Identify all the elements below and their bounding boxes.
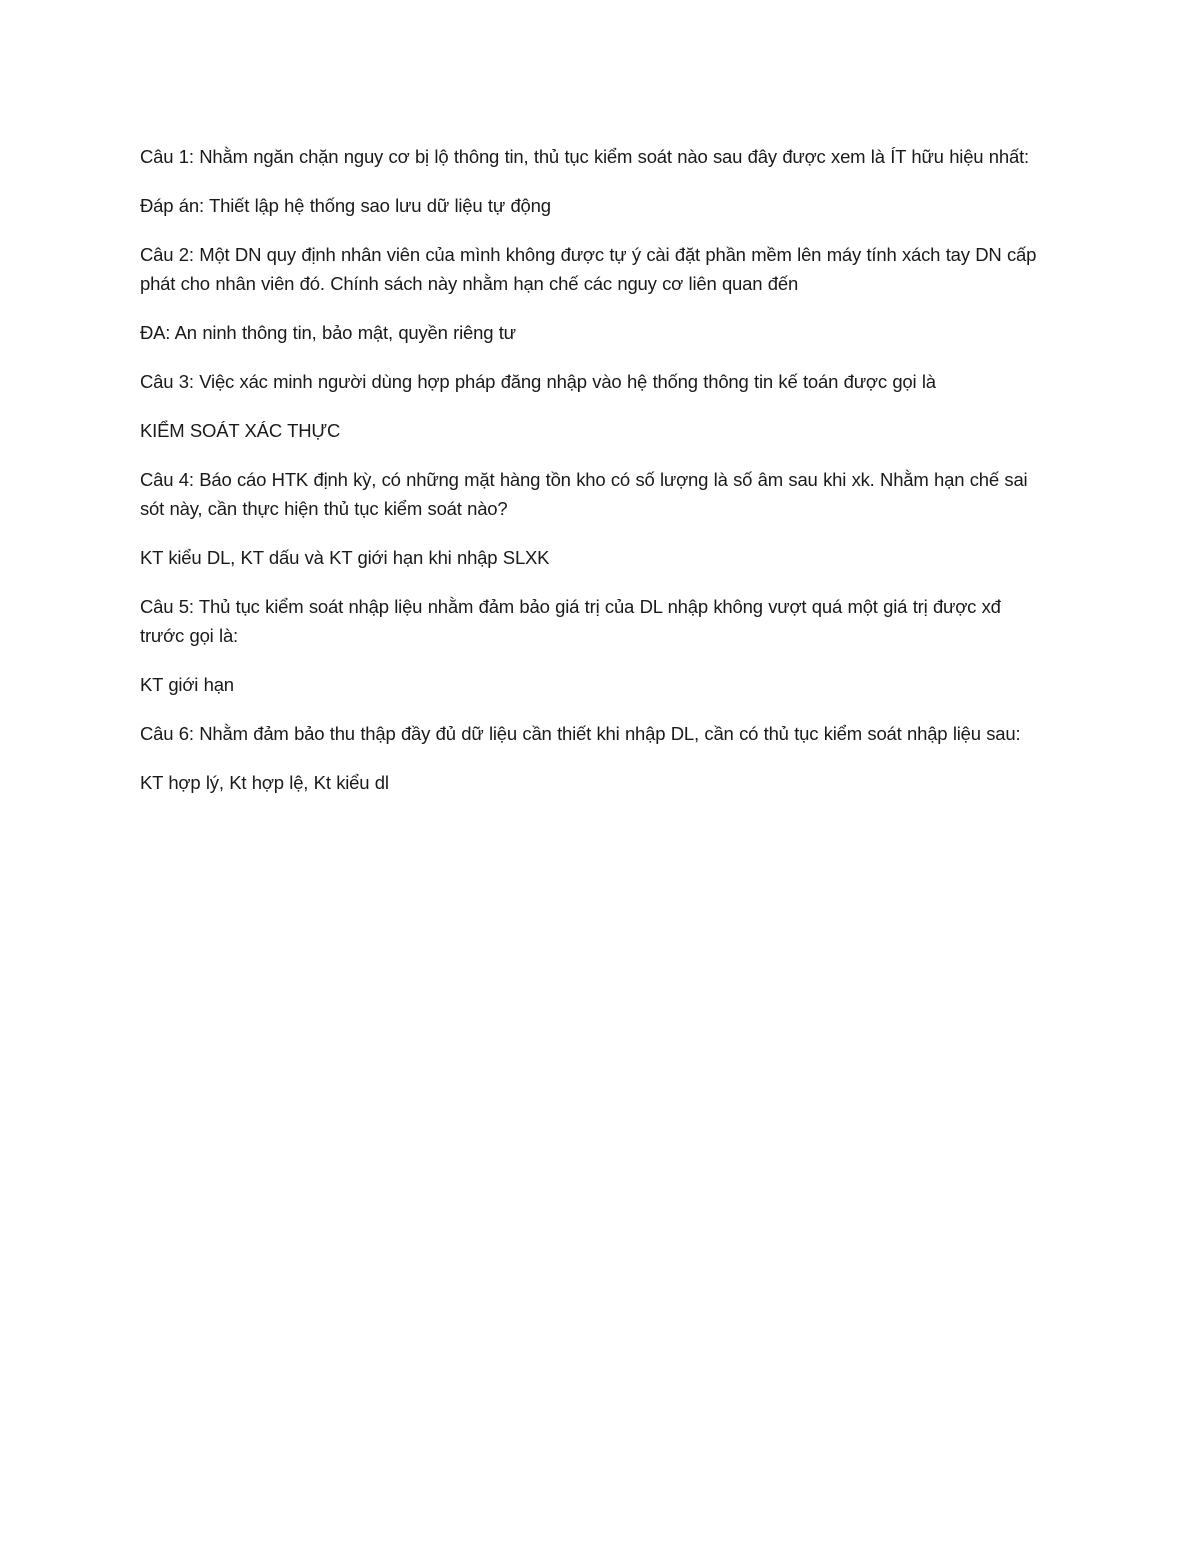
answer-6: KT hợp lý, Kt hợp lệ, Kt kiểu dl: [140, 772, 389, 793]
answer-5: KT giới hạn: [140, 674, 234, 695]
question-4: Câu 4: Báo cáo HTK định kỳ, có những mặt hàng tồn kho có số lượng là số âm sau khi xk. Nhằm hạn chế sai sót này, cần thực hiện thủ tục kiểm soát nào?: [140, 469, 1028, 519]
question-5: Câu 5: Thủ tục kiểm soát nhập liệu nhằm đảm bảo giá trị của DL nhập không vượt quá một giá trị được xđ trước gọi là:: [140, 596, 1001, 646]
answer-1: Đáp án: Thiết lập hệ thống sao lưu dữ liệu tự động: [140, 195, 551, 216]
question-1: Câu 1: Nhằm ngăn chặn nguy cơ bị lộ thông tin, thủ tục kiểm soát nào sau đây được xem là ÍT hữu hiệu nhất:: [140, 146, 1029, 167]
question-6: Câu 6: Nhằm đảm bảo thu thập đầy đủ dữ liệu cần thiết khi nhập DL, cần có thủ tục kiểm soát nhập liệu sau:: [140, 723, 1021, 744]
answer-3: KIỂM SOÁT XÁC THỰC: [140, 420, 341, 441]
question-2: Câu 2: Một DN quy định nhân viên của mình không được tự ý cài đặt phần mềm lên máy tính xách tay DN cấp phát cho nhân viên đó. Chính sách này nhằm hạn chế các nguy cơ liên quan đến: [140, 244, 1037, 294]
question-3: Câu 3: Việc xác minh người dùng hợp pháp đăng nhập vào hệ thống thông tin kế toán được gọi là: [140, 371, 936, 392]
answer-4: KT kiểu DL, KT dấu và KT giới hạn khi nhập SLXK: [140, 547, 550, 568]
answer-2: ĐA: An ninh thông tin, bảo mật, quyền riêng tư: [140, 322, 516, 343]
document-body: [140, 142, 1050, 817]
